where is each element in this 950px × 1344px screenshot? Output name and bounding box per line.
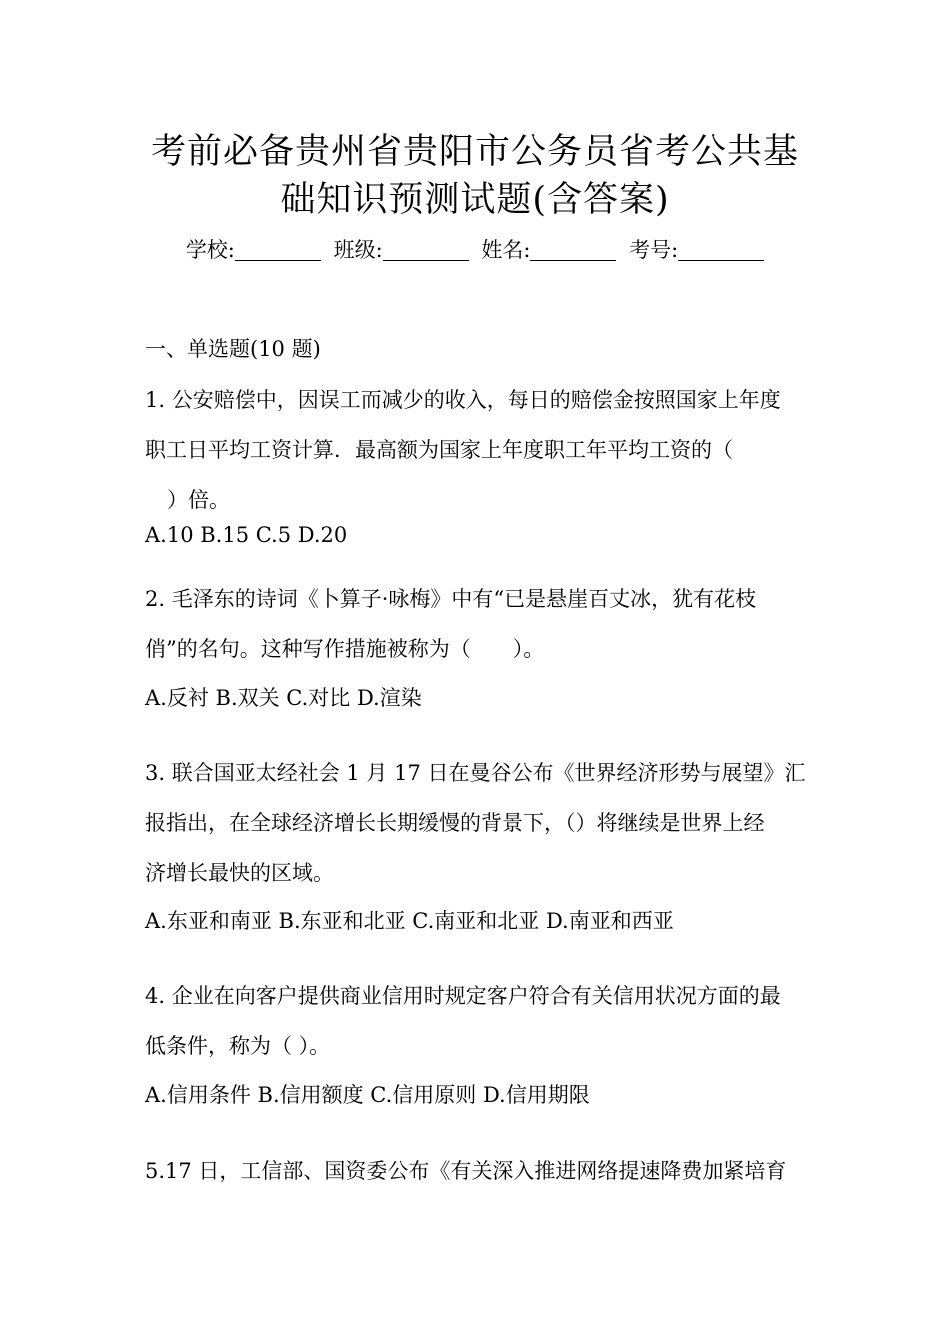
question-4 [145,971,815,1071]
info-class [334,238,469,262]
info-exam-number [629,238,764,262]
question-line: 3. 联合国亚太经社会 1 月 17 日在曼谷公布《世界经济形势与展望》汇 [145,761,806,785]
info-name [481,238,616,262]
question-line: 2. 毛泽东的诗词《卜算子·咏梅》中有“已是悬崖百丈冰，犹有花枝 [145,587,757,611]
question-line: ）倍。 [167,488,230,512]
question-1 [145,375,815,525]
question-line: 职工日平均工资计算．最高额为国家上年度职工年平均工资的（ [145,438,733,462]
question-line: 报指出，在全球经济增长长期缓慢的背景下，（）将继续是世界上经 [145,811,765,835]
question-1-options: A.10 B.15 C.5 D.20 [145,523,348,547]
question-line: 1. 公安赔偿中，因误工而减少的收入，每日的赔偿金按照国家上年度 [145,388,781,412]
info-school [186,238,321,262]
student-info-line [0,232,950,268]
title-line-1: 考前必备贵州省贵阳市公务员省考公共基 [150,132,799,172]
question-line: 济增长最快的区域。 [145,861,334,885]
question-line: 低条件，称为（ ）。 [145,1034,331,1058]
question-3-options: A.东亚和南亚 B.东亚和北亚 C.南亚和北亚 D.南亚和西亚 [145,909,674,933]
question-5 [145,1146,815,1196]
info-label: 考号: [629,238,679,262]
title-line-2: 础知识预测试题(含答案) [280,180,670,220]
question-4-options: A.信用条件 B.信用额度 C.信用原则 D.信用期限 [145,1083,590,1107]
question-line: 4. 企业在向客户提供商业信用时规定客户符合有关信用状况方面的最 [145,984,781,1008]
name-blank [530,238,616,261]
question-2-options: A.反衬 B.双关 C.对比 D.渲染 [145,686,422,710]
question-3 [145,748,815,898]
question-line: 5.17 日，工信部、国资委公布《有关深入推进网络提速降费加紧培育 [145,1159,787,1183]
school-blank [235,238,321,261]
class-blank [383,238,469,261]
info-label: 学校: [185,238,235,262]
question-2 [145,574,815,674]
exam-number-blank [678,238,764,261]
question-line: 俏”的名句。这种写作措施被称为（ ）。 [145,637,545,661]
info-label: 姓名: [481,238,531,262]
section-heading: 一、单选题(10 题) [145,337,321,361]
info-label: 班级: [333,238,383,262]
